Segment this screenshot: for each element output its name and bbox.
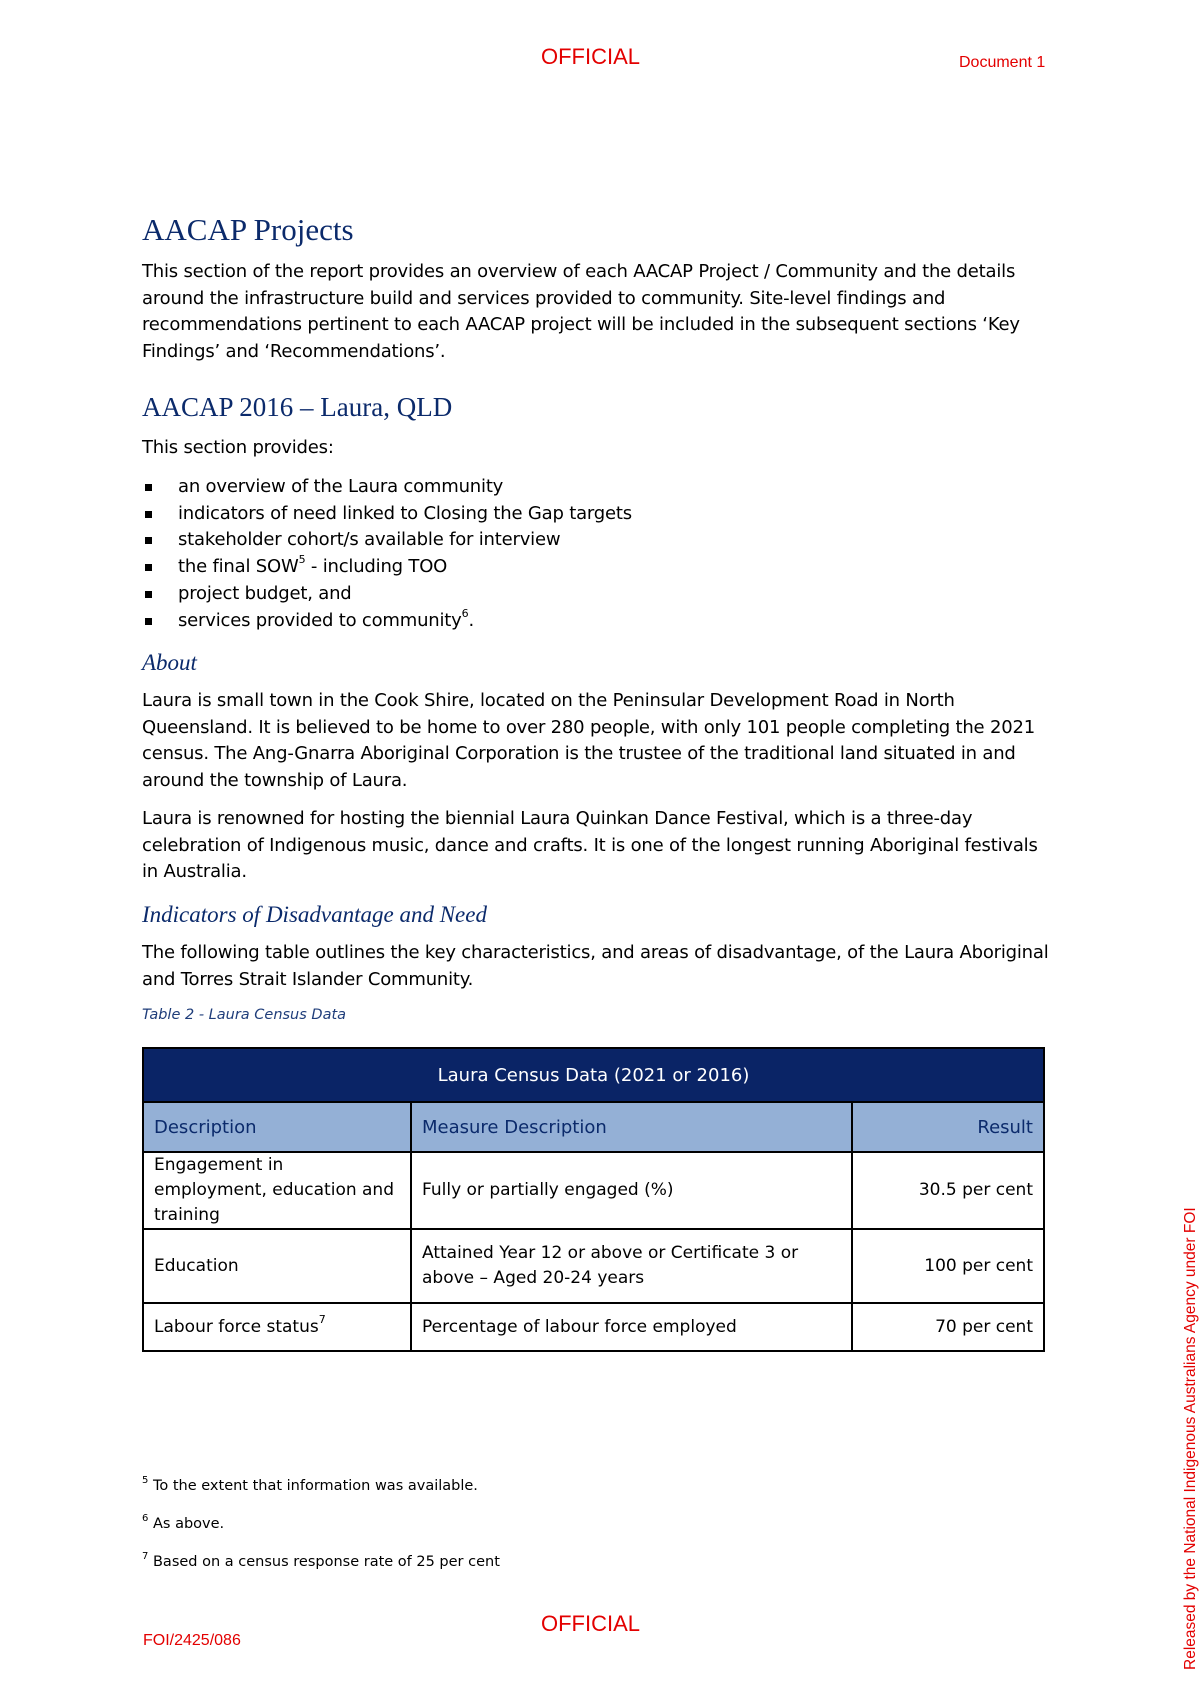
provides-intro: This section provides:	[142, 437, 334, 458]
cell-result: 70 per cent	[852, 1303, 1044, 1351]
indicators-paragraph: The following table outlines the key characteristics, and areas of disadvantage, of the Laura Aboriginal and Torres Strait Islander Community.	[142, 942, 1049, 990]
foi-reference: FOI/2425/086	[143, 1632, 241, 1649]
footnote: $^6$ As above.	[142, 1513, 225, 1532]
cell-measure: Percentage of labour force employed	[411, 1303, 852, 1351]
classification-header: OFFICIAL	[541, 44, 641, 69]
list-item: an overview of the Laura community	[142, 474, 1052, 501]
table-row	[143, 1152, 1044, 1229]
cell-description: Education	[143, 1229, 411, 1303]
column-header-result: Result	[852, 1102, 1044, 1152]
bullet-icon	[145, 537, 152, 544]
cell-description: Labour force status$^7$	[143, 1303, 411, 1351]
footnote: $^7$ Based on a census response rate of 25 per cent	[142, 1551, 500, 1570]
classification-footer: OFFICIAL	[541, 1611, 641, 1636]
about-heading: About	[142, 650, 197, 675]
table-row	[143, 1229, 1044, 1303]
table-header-row	[143, 1102, 1044, 1152]
list-item: services provided to community$^6$.	[142, 608, 1052, 635]
bullet-icon	[145, 591, 152, 598]
cell-result: 100 per cent	[852, 1229, 1044, 1303]
footnote-ref[interactable]: 5	[298, 553, 306, 567]
table-title: Laura Census Data (2021 or 2016)	[143, 1048, 1044, 1102]
column-header-measure: Measure Description	[411, 1102, 852, 1152]
section-intro: This section of the report provides an overview of each AACAP Project / Community and the details around the infrastructure build and services provided to community. Site-level findings and recommendations pertinent to each AACAP project will be included in the subsequent sections ‘Key Findings’ and ‘Recommendations’.	[142, 261, 1020, 362]
document-label: Document 1	[959, 54, 1046, 71]
bullet-icon	[145, 618, 152, 625]
indicators-heading: Indicators of Disadvantage and Need	[142, 902, 487, 927]
footnote: $^5$ To the extent that information was available.	[142, 1475, 478, 1494]
about-paragraph-2: Laura is renowned for hosting the biennial Laura Quinkan Dance Festival, which is a three-day celebration of Indigenous music, dance and crafts. It is one of the longest running Aboriginal festivals in Australia.	[142, 808, 1038, 882]
bullet-icon	[145, 564, 152, 571]
laura-heading: AACAP 2016 – Laura, QLD	[142, 392, 453, 422]
provides-list	[142, 474, 1052, 634]
cell-result: 30.5 per cent	[852, 1152, 1044, 1229]
foi-release-note: Released by the National Indigenous Australians Agency under FOI	[1182, 1207, 1199, 1670]
list-item: indicators of need linked to Closing the Gap targets	[142, 501, 1052, 528]
cell-measure: Attained Year 12 or above or Certificate 3 or above – Aged 20-24 years	[411, 1229, 852, 1303]
footnote-ref[interactable]: 7	[318, 1312, 326, 1326]
census-table	[142, 1047, 1045, 1352]
table-row	[143, 1303, 1044, 1351]
footnote-ref[interactable]: 6	[461, 606, 469, 620]
cell-description: Engagement in employment, education and training	[143, 1152, 411, 1229]
about-paragraph-1: Laura is small town in the Cook Shire, located on the Peninsular Development Road in North Queensland. It is believed to be home to over 280 people, with only 101 people completing the 2021 census. The Ang-Gnarra Aboriginal Corporation is the trustee of the traditional land situated in and around the township of Laura.	[142, 690, 1035, 791]
list-item: project budget, and	[142, 581, 1052, 608]
section-title: AACAP Projects	[142, 212, 354, 247]
bullet-icon	[145, 511, 152, 518]
table-caption: Table 2 - Laura Census Data	[142, 1007, 347, 1023]
list-item: stakeholder cohort/s available for interview	[142, 527, 1052, 554]
cell-measure: Fully or partially engaged (%)	[411, 1152, 852, 1229]
bullet-icon	[145, 484, 152, 491]
list-item: the final SOW$^5$ - including TOO	[142, 554, 1052, 581]
column-header-description: Description	[143, 1102, 411, 1152]
